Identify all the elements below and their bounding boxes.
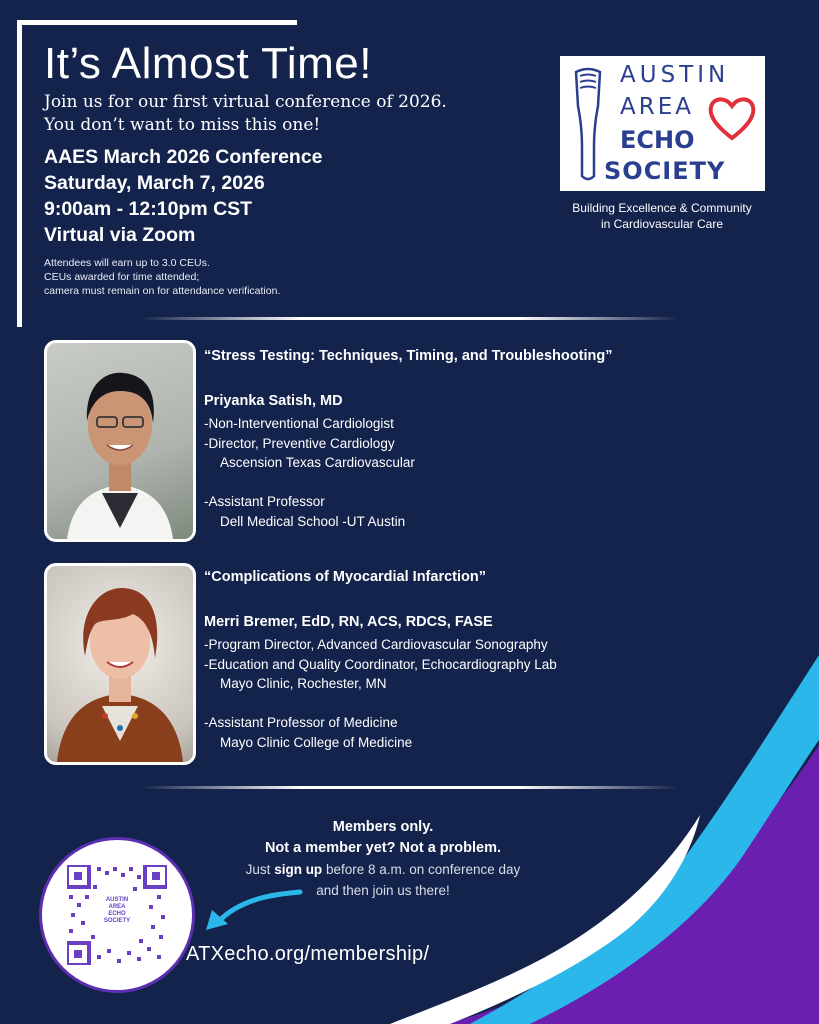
- tagline-line-1: Building Excellence & Community: [572, 201, 752, 215]
- qr-center-logo: AUSTIN AREA ECHO SOCIETY: [97, 895, 137, 935]
- sign-up-link[interactable]: sign up: [274, 862, 323, 877]
- page-title: It’s Almost Time!: [44, 39, 372, 88]
- talk-title: “Stress Testing: Techniques, Timing, and Troubleshooting”: [204, 348, 613, 364]
- cta-line-4: and then join us there!: [316, 883, 450, 898]
- event-time: 9:00am - 12:10pm CST: [44, 198, 253, 220]
- intro-text: [44, 91, 447, 137]
- fine-print-line: Attendees will earn up to 3.0 CEUs.: [44, 257, 210, 269]
- role-line: -Non-Interventional Cardiologist: [204, 416, 394, 431]
- event-date: Saturday, March 7, 2026: [44, 172, 265, 194]
- intro-line-2: You don’t want to miss this one!: [44, 115, 321, 135]
- ceu-fine-print: [44, 256, 280, 298]
- cta-line-3: Just sign up before 8 a.m. on conference day: [245, 862, 521, 877]
- role-line: Dell Medical School -UT Austin: [220, 513, 406, 529]
- fine-print-line: CEUs awarded for time attended;: [44, 271, 200, 283]
- fine-print-line: camera must remain on for attendance verification.: [44, 285, 281, 297]
- arrow-icon: [196, 886, 306, 936]
- speaker-roles: [204, 414, 415, 531]
- cta-line-1: Members only.: [332, 819, 434, 835]
- role-line: Ascension Texas Cardiovascular: [220, 455, 415, 470]
- event-location: Virtual via Zoom: [44, 224, 196, 246]
- speaker-photo: [44, 563, 196, 765]
- logo-word-austin: AUSTIN: [620, 62, 730, 88]
- logo-word-society: SOCIETY: [604, 157, 726, 185]
- cta-line-2: Not a member yet? Not a problem.: [264, 840, 502, 856]
- heart-icon: [706, 92, 758, 144]
- role-line: -Assistant Professor: [204, 494, 325, 509]
- speaker-roles: [204, 635, 557, 752]
- logo-word-area: AREA: [620, 94, 694, 120]
- intro-line-1: Join us for our first virtual conference of 2026.: [44, 92, 447, 112]
- corner-bracket-left: [17, 20, 22, 327]
- role-line: -Assistant Professor of Medicine: [204, 715, 398, 730]
- qr-code[interactable]: [39, 837, 195, 993]
- logo-tagline: [548, 200, 776, 232]
- aaes-logo: [560, 56, 765, 191]
- speaker-photo: [44, 340, 196, 542]
- talk-title: “Complications of Myocardial Infarction”: [204, 569, 486, 585]
- role-line: Mayo Clinic College of Medicine: [220, 734, 413, 750]
- divider: [140, 786, 680, 789]
- speaker-portrait-icon: [47, 566, 193, 762]
- role-line: -Education and Quality Coordinator, Echocardiography Lab: [204, 656, 557, 672]
- ultrasound-probe-icon: [568, 66, 608, 184]
- speaker-name: Merri Bremer, EdD, RN, ACS, RDCS, FASE: [204, 614, 493, 630]
- speaker-name: Priyanka Satish, MD: [204, 393, 343, 409]
- divider: [140, 317, 680, 320]
- role-line: -Program Director, Advanced Cardiovascular Sonography: [204, 637, 548, 652]
- membership-url-link[interactable]: ATXecho.org/membership/: [186, 943, 430, 965]
- corner-bracket-top: [17, 20, 297, 25]
- speaker-portrait-icon: [47, 343, 193, 539]
- logo-word-echo: ECHO: [620, 126, 695, 154]
- role-line: Mayo Clinic, Rochester, MN: [220, 676, 387, 691]
- tagline-line-2: in Cardiovascular Care: [600, 217, 724, 231]
- role-line: -Director, Preventive Cardiology: [204, 435, 395, 451]
- event-details: [44, 144, 323, 248]
- event-name: AAES March 2026 Conference: [44, 146, 323, 168]
